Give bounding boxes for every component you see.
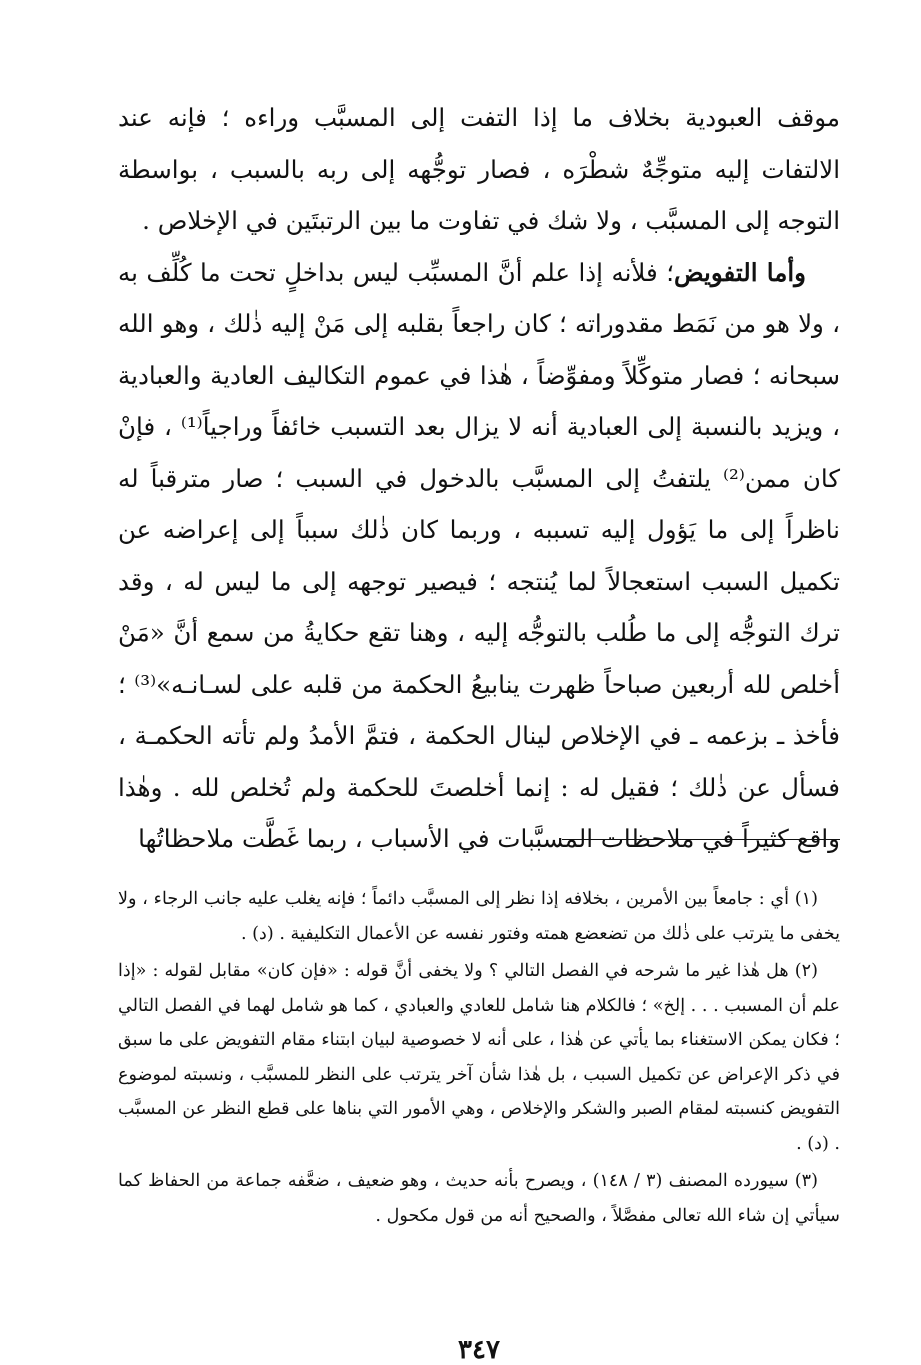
footnote-2: (٢) هل هٰذا غير ما شرحه في الفصل التالي ؟ ولا يخفى أنَّ قوله : «فإن كان» مقابل لقوله : «إذا علم أن المسبب . . . إلخ» ؛ فالكلام هنا شامل للعادي والعبادي ، كما هو شامل لهما في الفصل التالي ؛ فكان يمكن الاستغناء بما يأتي عن هٰذا ، على أنه لا خصوصية لبيان ابتناء مقام التفويض على ما سبق في ذكر الإعراض عن تكميل السبب ، بل هٰذا شأن آخر يترتب على النظر للمسبَّب ، ونسبته لموضوع التفويض كنسبته لمقام الصبر والشكر والإخلاص ، وهي الأمور التي بناها على قطع النظر عن المسبَّب . (د) . xyxy=(118,961,840,1154)
main-text xyxy=(118,92,840,865)
footnote-3: (٣) سيورده المصنف (٣ / ١٤٨) ، ويصرح بأنه حديث ، وهو ضعيف ، ضعَّفه جماعة من الحفاظ كما سيأتي إن شاء الله تعالى مفصَّلاً ، والصحيح أنه من قول مكحول . xyxy=(118,1171,840,1226)
page xyxy=(118,92,840,1365)
tafwid-intro: ؛ فلأنه إذا علم أنَّ المسبِّب ليس بداخلٍ تحت ما كُلِّف به ، xyxy=(118,257,840,338)
tafwid-term: وأما التفويض xyxy=(674,257,806,287)
paragraph-2 xyxy=(118,247,840,865)
footnote-1: (١) أي : جامعاً بين الأمرين ، بخلافه إذا نظر إلى المسبَّب دائماً ؛ فإنه يغلب عليه جانب الرجاء ، ولا يخفى ما يترتب على ذٰلك من تضعضع همته وفتور نفسه عن الأعمال التكليفية . (د) . xyxy=(118,889,840,944)
paragraph-2-body: ولا هو من نَمَط مقدوراته ؛ كان راجعاً بقلبه إلى مَنْ إليه ذٰلك ، وهو الله سبحانه ؛ فصار متوكِّلاً ومفوِّضاً ، هٰذا في عموم التكاليف العادية والعبادية ، ويزيد بالنسبة إلى العبادية أنه لا يزال بعد التسبب خائفاً وراجياً⁽¹⁾ ، فإنْ كان ممن⁽²⁾ يلتفتُ إلى المسبَّب بالدخول في السبب ؛ صار مترقباً له ناظراً إلى ما يَؤول إليه تسببه ، وربما كان ذٰلك سبباً إلى إعراضه عن تكميل السبب استعجالاً لما يُنتجه ؛ فيصير توجهه إلى ما ليس له ، وقد ترك التوجُّه إلى ما طُلب بالتوجُّه إليه ، وهنا تقع حكايةُ من سمع أنَّ «مَنْ أخلص لله أربعين صباحاً ظهرت ينابيعُ الحكمة من قلبه على لسـانـه»⁽³⁾ ؛ فأخذ ـ بزعمه ـ في الإخلاص لينال الحكمة ، فتمَّ الأمدُ ولم تأته الحكمـة ، فسأل عن ذٰلك ؛ فقيل له : إنما أخلصتَ للحكمة ولم تُخلص لله . وهٰذا واقع كثيراً في ملاحظات المسبَّبات في الأسباب ، ربما غَطَّت ملاحظاتُها xyxy=(118,309,840,853)
footnotes xyxy=(118,882,840,1236)
footnote-divider xyxy=(562,839,840,840)
page-number: ٣٤٧ xyxy=(458,1335,500,1365)
paragraph-1: موقف العبودية بخلاف ما إذا التفت إلى المسبَّب وراءه ؛ فإنه عند الالتفات إليه متوجِّهٌ شطْرَه ، فصار توجُّهه إلى ربه بالسبب ، بواسطة التوجه إلى المسبَّب ، ولا شك في تفاوت ما بين الرتبتَين في الإخلاص . xyxy=(118,103,840,235)
